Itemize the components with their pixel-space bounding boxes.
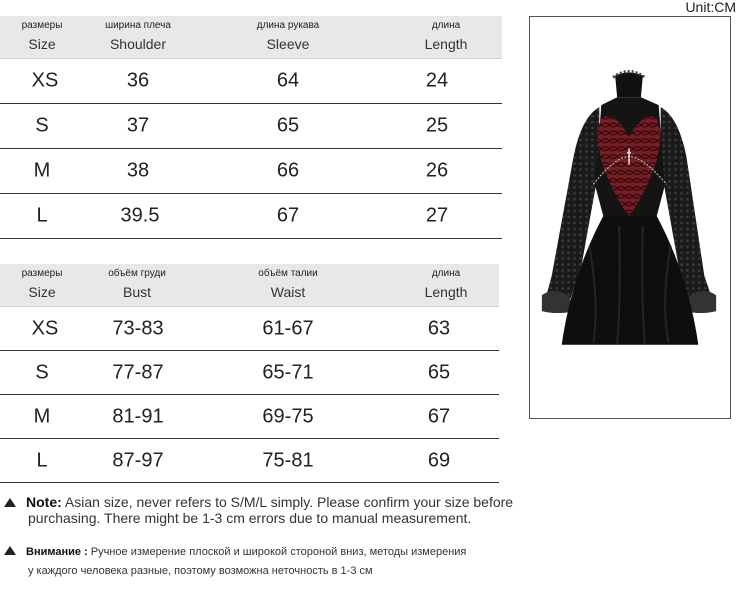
warning-triangle-icon <box>4 498 16 507</box>
cell-size: S <box>35 361 49 383</box>
dress-illustration <box>530 17 730 418</box>
header-size-en: Size <box>28 36 56 52</box>
header-sleeve <box>257 16 320 53</box>
table-header <box>0 16 502 59</box>
cell-size: XS <box>31 317 59 339</box>
header-length-ru: длина <box>431 20 461 31</box>
header-size-ru: размеры <box>21 20 63 31</box>
table-row <box>0 439 499 483</box>
header-sleeve-ru: длина рукава <box>256 20 320 31</box>
header-shoulder-ru: ширина плеча <box>105 20 171 31</box>
cell-sleeve: 64 <box>276 69 300 92</box>
table-row <box>0 59 502 104</box>
note-label: Note: <box>26 494 62 510</box>
cell-length: 26 <box>425 159 449 182</box>
cell-bust: 81-91 <box>112 405 164 427</box>
cell-shoulder: 36 <box>126 69 150 92</box>
note-line2: у каждого человека разные, поэтому возможна неточность в 1-3 см <box>28 565 373 577</box>
note-line1: Asian size, never refers to S/M/L simply. Please confirm your size before <box>64 494 514 510</box>
cell-bust: 73-83 <box>112 317 164 339</box>
cell-length: 67 <box>427 405 451 427</box>
product-photo <box>529 16 731 419</box>
cell-sleeve: 65 <box>276 114 300 137</box>
note-line2: purchasing. There might be 1-3 cm errors due to manual measurement. <box>28 510 472 526</box>
header-size-en: Size <box>28 284 56 300</box>
cell-size: L <box>36 204 48 227</box>
cell-length: 63 <box>427 317 451 339</box>
header-waist <box>258 264 317 301</box>
cell-length: 65 <box>427 361 451 383</box>
table-row <box>0 194 502 239</box>
cell-length: 24 <box>425 69 449 92</box>
cell-size: S <box>35 114 49 137</box>
header-size <box>22 264 63 301</box>
header-length-ru: длина <box>431 268 461 279</box>
note-line1: Ручное измерение плоской и широкой стороной вниз, методы измерения <box>90 546 467 558</box>
table-row <box>0 149 502 194</box>
header-size <box>22 16 63 53</box>
header-bust-ru: объём груди <box>108 268 166 279</box>
unit-label: Unit:CM <box>685 0 736 15</box>
size-table-shoulder-sleeve <box>0 16 502 240</box>
cell-bust: 87-97 <box>112 449 164 471</box>
header-size-ru: размеры <box>21 268 63 279</box>
cell-waist: 61-67 <box>262 317 314 339</box>
header-shoulder <box>105 16 171 53</box>
header-length-en: Length <box>424 36 468 52</box>
cell-shoulder: 39.5 <box>120 204 160 227</box>
cell-size: L <box>36 449 48 471</box>
table-header <box>0 264 499 307</box>
table-row <box>0 104 502 149</box>
cell-waist: 75-81 <box>262 449 314 471</box>
header-waist-ru: объём талии <box>258 268 318 279</box>
note-label: Внимание : <box>26 546 88 558</box>
note-english <box>4 494 514 526</box>
cell-shoulder: 38 <box>126 159 150 182</box>
header-length <box>425 264 468 301</box>
cell-length: 69 <box>427 449 451 471</box>
cell-bust: 77-87 <box>112 361 164 383</box>
header-bust <box>108 264 166 301</box>
cell-size: XS <box>31 69 59 92</box>
cell-size: M <box>33 159 51 182</box>
cell-length: 25 <box>425 114 449 137</box>
table-row <box>0 351 499 395</box>
cell-shoulder: 37 <box>126 114 150 137</box>
header-shoulder-en: Shoulder <box>109 36 167 52</box>
header-bust-en: Bust <box>122 284 152 300</box>
cell-length: 27 <box>425 204 449 227</box>
cell-waist: 69-75 <box>262 405 314 427</box>
cell-size: M <box>33 405 51 427</box>
cell-waist: 65-71 <box>262 361 314 383</box>
warning-triangle-icon <box>4 546 16 555</box>
size-table-bust-waist <box>0 264 499 481</box>
header-waist-en: Waist <box>270 284 306 300</box>
note-russian <box>4 543 514 581</box>
header-length-en: Length <box>424 284 468 300</box>
header-sleeve-en: Sleeve <box>266 36 310 52</box>
header-length <box>425 16 468 53</box>
table-row <box>0 307 499 351</box>
table-row <box>0 395 499 439</box>
cell-sleeve: 67 <box>276 204 300 227</box>
cell-sleeve: 66 <box>276 159 300 182</box>
